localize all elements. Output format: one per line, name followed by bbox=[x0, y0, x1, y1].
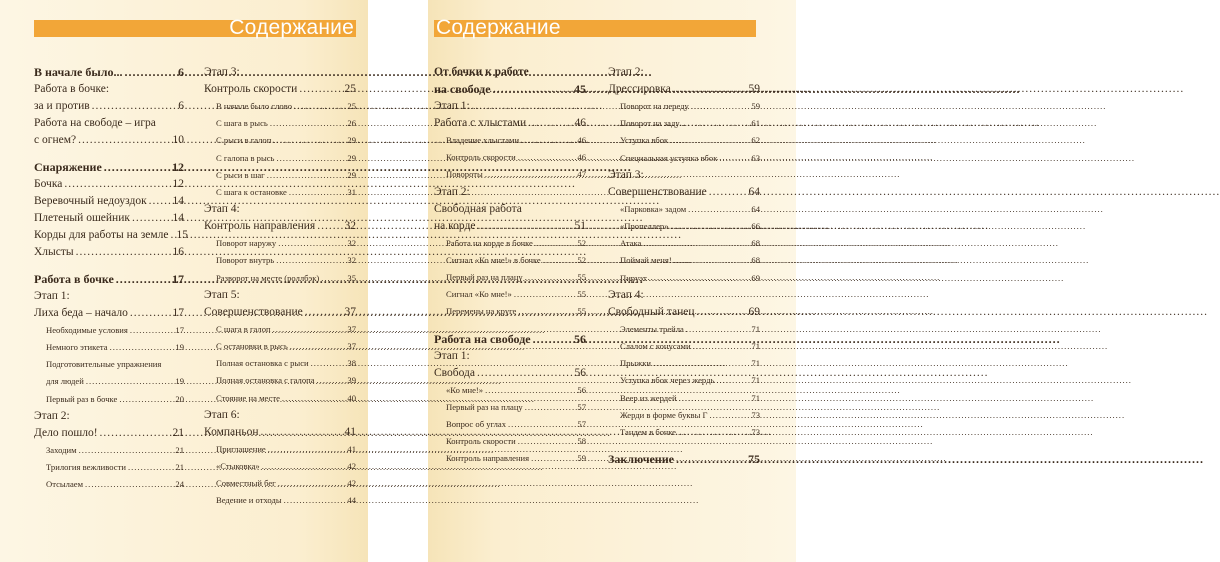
toc-section-entry[interactable]: Работа в бочке ..... 17 bbox=[34, 271, 184, 288]
toc-subentry[interactable]: «Ко мне!» ..... 56 bbox=[434, 382, 586, 399]
toc-section-entry[interactable]: на свободе ..... 45 bbox=[434, 81, 586, 98]
toc-column-4 bbox=[608, 64, 760, 468]
toc-subentry[interactable]: Поворот на переду ..... 59 bbox=[608, 98, 760, 115]
toc-subentry[interactable]: Трилогия вежливости ..... 21 bbox=[34, 459, 184, 476]
toc-stage-label: Этап 4: bbox=[608, 288, 644, 301]
toc-subentry[interactable]: Поворот наружу ..... 32 bbox=[204, 235, 356, 252]
toc-subentry[interactable]: Элементы трейла ..... 71 bbox=[608, 321, 760, 338]
toc-entry[interactable]: Компаньон ..... 41 bbox=[204, 424, 356, 441]
toc-subentry[interactable]: Уступка вбок через жердь ..... 71 bbox=[608, 372, 760, 389]
toc-entry-line[interactable]: Работа в бочке: bbox=[34, 83, 110, 95]
toc-subentry[interactable]: С остановки в рысь ..... 37 bbox=[204, 338, 356, 355]
toc-entry[interactable]: Хлысты ..... 16 bbox=[34, 244, 184, 261]
toc-subentry[interactable]: Приглашение ..... 41 bbox=[204, 441, 356, 458]
toc-subentry[interactable]: Прыжки ..... 71 bbox=[608, 355, 760, 372]
toc-entry[interactable]: Веревочный недоуздок ..... 14 bbox=[34, 193, 184, 210]
toc-section-entry[interactable]: В начале было... ..... 6 bbox=[34, 64, 184, 81]
toc-entry[interactable]: Совершенствование ..... 64 bbox=[608, 184, 760, 201]
toc-subentry[interactable]: Заходим ..... 21 bbox=[34, 442, 184, 459]
toc-subentry[interactable]: Владение хлыстами ..... 46 bbox=[434, 132, 586, 149]
toc-subentry[interactable]: Контроль скорости ..... 58 bbox=[434, 433, 586, 450]
toc-entry[interactable]: Контроль скорости ..... 25 bbox=[204, 81, 356, 98]
toc-subentry[interactable]: Жерди в форме буквы Г ..... 73 bbox=[608, 407, 760, 424]
toc-subentry[interactable]: Атака ..... 68 bbox=[608, 235, 760, 252]
toc-subentry[interactable]: Вопрос об углах ..... 57 bbox=[434, 416, 586, 433]
toc-subentry[interactable]: Стояние на месте ..... 40 bbox=[204, 390, 356, 407]
toc-subentry[interactable]: Совместный бег ..... 42 bbox=[204, 475, 356, 492]
toc-subentry[interactable]: Сигнал «Ко мне!» ..... 55 bbox=[434, 286, 586, 303]
toc-entry-line[interactable]: Свободная работа bbox=[434, 202, 522, 215]
toc-subentry[interactable]: Пируэт ..... 69 bbox=[608, 270, 760, 287]
toc-entry[interactable]: Свобода ..... 56 bbox=[434, 365, 586, 382]
toc-entry[interactable]: за и против ..... 6 bbox=[34, 98, 184, 115]
toc-subentry[interactable]: Веер из жердей ..... 71 bbox=[608, 390, 760, 407]
header-bar-left bbox=[34, 16, 356, 39]
toc-subentry[interactable]: «Стыковка» ..... 42 bbox=[204, 458, 356, 475]
toc-stage-label: Этап 2: bbox=[608, 66, 644, 78]
toc-subentry[interactable]: Отсылаем ..... 24 bbox=[34, 476, 184, 493]
toc-section-line[interactable]: От бочки к работе bbox=[434, 66, 529, 78]
toc-subentry[interactable]: Специальная уступка вбок ..... 63 bbox=[608, 150, 760, 167]
toc-stage-label: Этап 3: bbox=[204, 66, 240, 78]
toc-subentry[interactable]: Первый раз в бочке ..... 20 bbox=[34, 391, 184, 408]
toc-stage-label: Этап 5: bbox=[204, 288, 240, 301]
toc-entry[interactable]: Лиха беда – начало ..... 17 bbox=[34, 305, 184, 322]
toc-subentry[interactable]: Слалом с конусами ..... 71 bbox=[608, 338, 760, 355]
page-title-right: Содержание bbox=[436, 16, 561, 39]
toc-section-entry[interactable]: Заключение ..... 75 bbox=[608, 451, 760, 468]
header-bar-right bbox=[434, 16, 756, 39]
toc-stage-label: Этап 1: bbox=[434, 100, 470, 112]
toc-subentry[interactable]: Поворот внутрь ..... 32 bbox=[204, 252, 356, 269]
toc-entry[interactable]: Бочка ..... 12 bbox=[34, 176, 184, 193]
toc-section-entry[interactable]: Работа на свободе ..... 56 bbox=[434, 331, 586, 348]
toc-subentry[interactable]: Повороты ..... 47 bbox=[434, 166, 586, 183]
toc-subentry[interactable]: Первый раз на плацу ..... 57 bbox=[434, 399, 586, 416]
toc-subentry[interactable]: Работа на корде в бочке ..... 52 bbox=[434, 235, 586, 252]
toc-subentry[interactable]: С шагa к остановке ..... 31 bbox=[204, 184, 356, 201]
toc-entry[interactable]: Работа с хлыстами ..... 46 bbox=[434, 115, 586, 132]
toc-entry[interactable]: Совершенствование ..... 37 bbox=[204, 304, 356, 321]
toc-stage-label: Этап 2: bbox=[34, 409, 70, 422]
toc-subentry[interactable]: Разворот на месте (роллбэк) ..... 35 bbox=[204, 270, 356, 287]
toc-subentry[interactable]: Ведение и отходы ..... 44 bbox=[204, 492, 356, 509]
toc-column-3 bbox=[434, 64, 586, 468]
toc-subentry[interactable]: Сигнал «Ко мне!» в бочке ..... 52 bbox=[434, 252, 586, 269]
toc-entry[interactable]: Корды для работы на земле ..... 15 bbox=[34, 227, 184, 244]
toc-stage-label: Этап 2: bbox=[434, 185, 470, 198]
toc-entry[interactable]: Дело пошло! ..... 21 bbox=[34, 425, 184, 442]
toc-subentry[interactable]: Поймай меня! ..... 68 bbox=[608, 252, 760, 269]
toc-subentry[interactable]: Тандем в бочке ..... 73 bbox=[608, 424, 760, 441]
toc-stage-label: Этап 6: bbox=[204, 408, 240, 421]
toc-subentry[interactable]: Немного этикета ..... 19 bbox=[34, 339, 184, 356]
toc-stage-label: Этап 1: bbox=[34, 290, 70, 302]
toc-subentry-line[interactable]: Подготовительные упражнения bbox=[46, 359, 162, 370]
toc-entry[interactable]: на корде ..... 51 bbox=[434, 218, 586, 235]
toc-column-1 bbox=[34, 64, 188, 493]
toc-subentry[interactable]: Первый раз на плацу ..... 55 bbox=[434, 269, 586, 286]
toc-entry[interactable]: Плетеный ошейник ..... 14 bbox=[34, 210, 184, 227]
toc-subentry[interactable]: Уступка вбок ..... 62 bbox=[608, 132, 760, 149]
toc-subentry[interactable]: С галопа в рысь ..... 29 bbox=[204, 150, 356, 167]
toc-entry[interactable]: Дрессировка ..... 59 bbox=[608, 81, 760, 98]
toc-subentry[interactable]: Необходимые условия ..... 17 bbox=[34, 322, 184, 339]
toc-subentry[interactable]: для людей ..... 19 bbox=[34, 373, 184, 390]
toc-subentry[interactable]: С рыси в шаг ..... 29 bbox=[204, 167, 356, 184]
toc-subentry[interactable]: Контроль направления ..... 59 bbox=[434, 450, 586, 467]
toc-subentry[interactable]: В начале было слово ..... 25 bbox=[204, 98, 356, 115]
toc-entry[interactable]: с огнем? ..... 10 bbox=[34, 132, 184, 149]
toc-subentry[interactable]: Контроль скорости ..... 46 bbox=[434, 149, 586, 166]
toc-subentry[interactable]: Поворот на заду ..... 61 bbox=[608, 115, 760, 132]
toc-subentry[interactable]: С рыси в галоп ..... 29 bbox=[204, 132, 356, 149]
toc-stage-label: Этап 1: bbox=[434, 349, 470, 362]
toc-subentry[interactable]: «Парковка» задом ..... 64 bbox=[608, 201, 760, 218]
toc-subentry[interactable]: «Пропеллер» ..... 66 bbox=[608, 218, 760, 235]
toc-subentry[interactable]: С шага в рысь ..... 26 bbox=[204, 115, 356, 132]
toc-subentry[interactable]: Полная остановка с галопа ..... 39 bbox=[204, 372, 356, 389]
page-title-left: Содержание bbox=[229, 16, 354, 39]
toc-entry-line[interactable]: Работа на свободе – игра bbox=[34, 117, 156, 129]
toc-subentry[interactable]: Перемены на круге ..... 55 bbox=[434, 303, 586, 320]
toc-entry[interactable]: Контроль направления ..... 32 bbox=[204, 218, 356, 235]
toc-section-entry[interactable]: Снаряжение ..... 12 bbox=[34, 159, 184, 176]
toc-subentry[interactable]: Полная остановка с рыси ..... 38 bbox=[204, 355, 356, 372]
toc-stage-label: Этап 4: bbox=[204, 203, 240, 216]
toc-stage-label: Этап 3: bbox=[608, 168, 644, 181]
toc-subentry[interactable]: С шагa в галоп ..... 37 bbox=[204, 321, 356, 338]
toc-entry[interactable]: Свободный танец ..... 69 bbox=[608, 304, 760, 321]
toc-column-2 bbox=[204, 64, 356, 510]
